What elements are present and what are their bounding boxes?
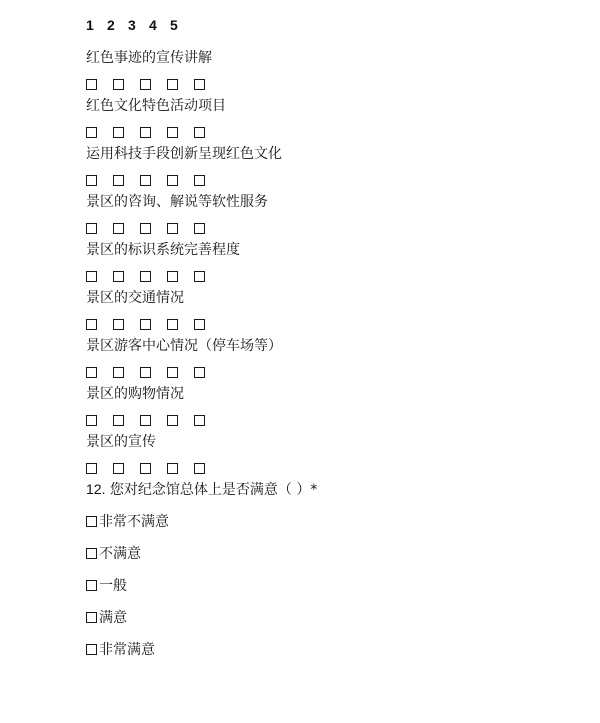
rating-checkbox-1[interactable] (86, 175, 97, 186)
option-checkbox[interactable] (86, 580, 97, 591)
rating-checkbox-4[interactable] (167, 319, 178, 330)
rating-item-label: 景区的宣传 (86, 434, 156, 450)
rating-checkbox-2[interactable] (113, 463, 124, 474)
rating-checkbox-5[interactable] (194, 367, 205, 378)
rating-item-label: 红色事迹的宣传讲解 (86, 50, 212, 66)
rating-checkbox-1[interactable] (86, 127, 97, 138)
scale-label-3: 3 (128, 17, 136, 33)
rating-item (86, 384, 556, 428)
option-label: 满意 (99, 610, 127, 626)
rating-checkbox-3[interactable] (140, 415, 151, 426)
scale-label-2: 2 (107, 17, 115, 33)
rating-item-label: 红色文化特色活动项目 (86, 98, 226, 114)
rating-item (86, 48, 556, 92)
rating-checkbox-row (86, 412, 556, 428)
rating-checkbox-2[interactable] (113, 79, 124, 90)
rating-checkbox-1[interactable] (86, 367, 97, 378)
rating-item (86, 336, 556, 380)
rating-checkbox-3[interactable] (140, 223, 151, 234)
rating-checkbox-4[interactable] (167, 367, 178, 378)
rating-checkbox-4[interactable] (167, 79, 178, 90)
option-label: 一般 (99, 578, 127, 594)
rating-checkbox-4[interactable] (167, 175, 178, 186)
rating-checkbox-2[interactable] (113, 175, 124, 186)
rating-item-label: 运用科技手段创新呈现红色文化 (86, 146, 282, 162)
rating-checkbox-1[interactable] (86, 271, 97, 282)
question-text: 您对纪念馆总体上是否满意（ ）* (109, 482, 318, 498)
rating-item-label: 景区的标识系统完善程度 (86, 242, 240, 258)
rating-checkbox-3[interactable] (140, 79, 151, 90)
rating-checkbox-4[interactable] (167, 415, 178, 426)
question-12-title (86, 478, 317, 501)
rating-checkbox-5[interactable] (194, 127, 205, 138)
option-checkbox[interactable] (86, 548, 97, 559)
rating-checkbox-5[interactable] (194, 79, 205, 90)
rating-checkbox-1[interactable] (86, 79, 97, 90)
rating-checkbox-5[interactable] (194, 319, 205, 330)
rating-checkbox-3[interactable] (140, 463, 151, 474)
rating-checkbox-4[interactable] (167, 223, 178, 234)
rating-item (86, 192, 556, 236)
rating-checkbox-5[interactable] (194, 415, 205, 426)
rating-checkbox-4[interactable] (167, 463, 178, 474)
rating-checkbox-row (86, 364, 556, 380)
rating-checkbox-5[interactable] (194, 223, 205, 234)
rating-checkbox-5[interactable] (194, 463, 205, 474)
rating-checkbox-2[interactable] (113, 271, 124, 282)
rating-item (86, 96, 556, 140)
option-checkbox[interactable] (86, 516, 97, 527)
rating-scale-header (86, 17, 191, 37)
option-checkbox[interactable] (86, 612, 97, 623)
rating-checkbox-2[interactable] (113, 127, 124, 138)
scale-label-4: 4 (149, 17, 157, 33)
rating-item-label: 景区游客中心情况（停车场等） (86, 338, 282, 354)
scale-label-5: 5 (170, 17, 178, 33)
rating-checkbox-row (86, 460, 556, 476)
rating-checkbox-1[interactable] (86, 463, 97, 474)
rating-checkbox-3[interactable] (140, 175, 151, 186)
scale-label-1: 1 (86, 17, 94, 33)
rating-item-label: 景区的购物情况 (86, 386, 184, 402)
rating-checkbox-row (86, 76, 556, 92)
rating-item (86, 288, 556, 332)
rating-checkbox-2[interactable] (113, 319, 124, 330)
rating-item (86, 432, 556, 476)
rating-checkbox-2[interactable] (113, 367, 124, 378)
rating-checkbox-row (86, 268, 556, 284)
rating-checkbox-4[interactable] (167, 127, 178, 138)
rating-checkbox-3[interactable] (140, 271, 151, 282)
option-label: 不满意 (99, 546, 141, 562)
rating-item-label: 景区的交通情况 (86, 290, 184, 306)
rating-checkbox-1[interactable] (86, 319, 97, 330)
rating-checkbox-row (86, 124, 556, 140)
rating-checkbox-3[interactable] (140, 127, 151, 138)
rating-checkbox-1[interactable] (86, 223, 97, 234)
rating-checkbox-5[interactable] (194, 271, 205, 282)
rating-checkbox-row (86, 172, 556, 188)
rating-checkbox-1[interactable] (86, 415, 97, 426)
rating-checkbox-5[interactable] (194, 175, 205, 186)
option-checkbox[interactable] (86, 644, 97, 655)
rating-checkbox-row (86, 220, 556, 236)
option-label: 非常不满意 (99, 514, 169, 530)
rating-checkbox-2[interactable] (113, 415, 124, 426)
satisfaction-option[interactable] (86, 638, 155, 660)
satisfaction-option[interactable] (86, 574, 127, 596)
satisfaction-option[interactable] (86, 542, 141, 564)
option-label: 非常满意 (99, 642, 155, 658)
question-number: 12. (86, 481, 106, 497)
satisfaction-option[interactable] (86, 606, 127, 628)
rating-checkbox-2[interactable] (113, 223, 124, 234)
rating-checkbox-3[interactable] (140, 367, 151, 378)
rating-item-label: 景区的咨询、解说等软性服务 (86, 194, 268, 210)
rating-checkbox-4[interactable] (167, 271, 178, 282)
rating-item (86, 240, 556, 284)
rating-item (86, 144, 556, 188)
rating-checkbox-row (86, 316, 556, 332)
satisfaction-option[interactable] (86, 510, 169, 532)
rating-checkbox-3[interactable] (140, 319, 151, 330)
